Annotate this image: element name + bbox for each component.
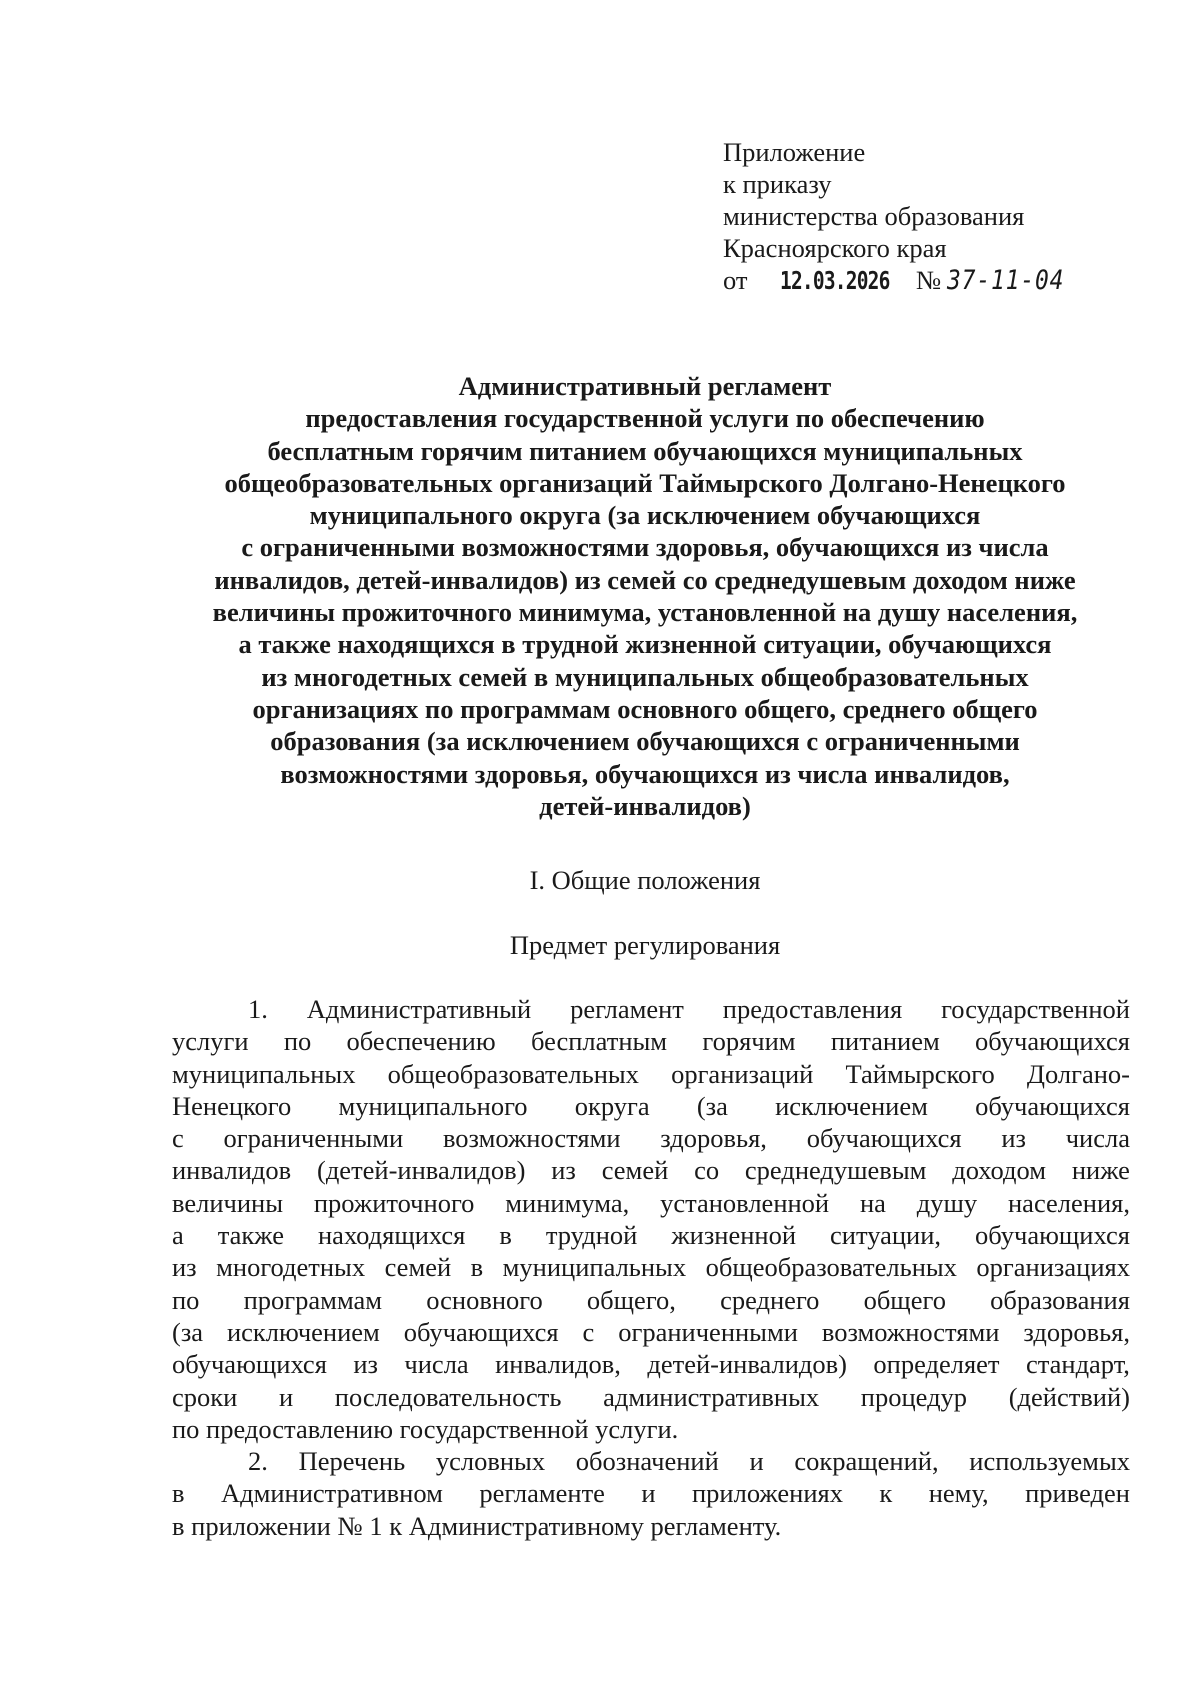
- word: услуги: [172, 1026, 249, 1057]
- word: величины: [172, 1187, 284, 1218]
- paragraph-line: [172, 1025, 1130, 1057]
- paragraph-2: [172, 1445, 1130, 1542]
- paragraph-line: [172, 1284, 1130, 1316]
- paragraph-line: [172, 1445, 1130, 1477]
- title-line: детей-инвалидов): [539, 790, 751, 821]
- word: инвалидов: [172, 1155, 292, 1186]
- word: трудной: [545, 1220, 638, 1251]
- word: душу: [916, 1187, 978, 1218]
- title-line: с ограниченными возможностями здоровья, обучающихся из числа: [241, 532, 1049, 563]
- word: программам: [243, 1284, 383, 1315]
- word: обучающихся: [172, 1349, 327, 1380]
- word: образования: [990, 1284, 1130, 1315]
- word: находящихся: [318, 1220, 466, 1251]
- word: населения,: [1008, 1187, 1130, 1218]
- paragraph-line: [172, 993, 1130, 1025]
- word: используемых: [969, 1446, 1130, 1476]
- section-heading: I. Общие положения: [529, 865, 761, 895]
- word: организациях: [976, 1252, 1130, 1283]
- paragraph-line: по предоставлению государственной услуги.: [172, 1413, 679, 1444]
- title-line: а также находящихся в трудной жизненной ситуации, обучающихся: [238, 629, 1052, 660]
- word: приведен: [1025, 1478, 1130, 1509]
- paragraph-line: [172, 1251, 1130, 1283]
- word: общеобразовательных: [705, 1252, 957, 1283]
- word: муниципальных: [172, 1058, 356, 1089]
- word: определяет: [873, 1349, 1000, 1380]
- word: и: [641, 1478, 656, 1509]
- word: (действий): [1008, 1381, 1130, 1412]
- order-reference: [723, 264, 1153, 297]
- word: Административный: [306, 994, 532, 1024]
- title-line: организациях по программам основного общего, среднего общего: [252, 693, 1038, 724]
- word: общеобразовательных: [387, 1058, 639, 1089]
- paragraph-line: [172, 1348, 1130, 1380]
- word: обучающихся: [403, 1316, 559, 1347]
- word: (детей-инвалидов): [317, 1155, 526, 1186]
- paragraph-line: [172, 1477, 1130, 1509]
- word: инвалидов,: [495, 1349, 621, 1380]
- word: стандарт,: [1025, 1349, 1130, 1380]
- word: основного: [426, 1284, 543, 1315]
- word: и: [749, 1446, 764, 1476]
- word: числа: [1065, 1123, 1130, 1154]
- word: регламент: [570, 994, 684, 1024]
- word: и: [278, 1381, 294, 1412]
- title-line: общеобразовательных организаций Таймырского Долгано-Ненецкого: [224, 467, 1066, 498]
- subsection-heading: Предмет регулирования: [509, 930, 781, 960]
- word: Ненецкого: [172, 1090, 292, 1121]
- paragraph-line: в приложении № 1 к Административному регламенту.: [172, 1510, 782, 1541]
- appendix-line: Красноярского края: [723, 233, 947, 263]
- word: с: [582, 1316, 595, 1347]
- word: к: [879, 1478, 893, 1509]
- word: в: [172, 1478, 185, 1509]
- word: числа: [404, 1349, 469, 1380]
- word: обучающихся: [975, 1090, 1130, 1121]
- word: горячим: [702, 1026, 796, 1057]
- title-line: величины прожиточного минимума, установленной на душу населения,: [212, 597, 1078, 628]
- paragraph-line: [172, 1154, 1130, 1186]
- word: предоставления: [722, 994, 903, 1024]
- word: семей: [384, 1252, 452, 1283]
- word: Перечень: [298, 1446, 406, 1476]
- word: регламенте: [479, 1478, 605, 1509]
- word: на: [859, 1187, 886, 1218]
- title-line: предоставления государственной услуги по обеспечению: [305, 403, 985, 434]
- word: со: [694, 1155, 720, 1186]
- word: приложениях: [692, 1478, 843, 1509]
- word: Долгано-: [1026, 1058, 1130, 1089]
- word: возможностями: [821, 1316, 1000, 1347]
- title-line: бесплатным горячим питанием обучающихся муниципальных: [267, 435, 1023, 466]
- appendix-header: [723, 136, 1153, 297]
- order-number-handwritten: 37-11-04: [947, 265, 1065, 296]
- word: 1.: [248, 994, 268, 1024]
- word: нему,: [928, 1478, 989, 1509]
- word: последовательность: [334, 1381, 562, 1412]
- word: с: [172, 1123, 184, 1154]
- word: установленной: [660, 1187, 830, 1218]
- word: Таймырского: [845, 1058, 995, 1089]
- word: в: [470, 1252, 484, 1283]
- appendix-line: Приложение: [723, 137, 866, 167]
- word: 2.: [248, 1446, 268, 1476]
- word: муниципального: [338, 1090, 528, 1121]
- appendix-line: к приказу: [723, 169, 832, 199]
- word: жизненной: [671, 1220, 797, 1251]
- word: Административном: [220, 1478, 443, 1509]
- order-date-stamp: 12.03.2026: [780, 266, 890, 295]
- word: организаций: [671, 1058, 814, 1089]
- order-number-sign: №: [916, 265, 942, 295]
- word: в: [499, 1220, 512, 1251]
- word: возможностями: [442, 1123, 621, 1154]
- word: по: [283, 1026, 312, 1057]
- word: ситуации,: [830, 1220, 942, 1251]
- word: сокращений,: [794, 1446, 939, 1476]
- word: общего,: [586, 1284, 676, 1315]
- word: здоровья,: [1023, 1316, 1130, 1347]
- paragraph-line: [172, 1122, 1130, 1154]
- word: по: [172, 1284, 200, 1315]
- word: а: [172, 1220, 184, 1251]
- word: процедур: [860, 1381, 968, 1412]
- word: среднего: [720, 1284, 820, 1315]
- word: общего: [863, 1284, 946, 1315]
- paragraph-line: [172, 1090, 1130, 1122]
- paragraph-line: [172, 1316, 1130, 1348]
- title-line: Административный регламент: [458, 371, 832, 401]
- word: исключением: [226, 1316, 380, 1347]
- word: из: [1001, 1123, 1026, 1154]
- title-line: из многодетных семей в муниципальных общеобразовательных: [261, 661, 1029, 692]
- word: (за: [696, 1090, 728, 1121]
- word: обучающихся: [975, 1220, 1130, 1251]
- word: округа: [574, 1090, 650, 1121]
- word: прожиточного: [313, 1187, 475, 1218]
- word: государственной: [941, 994, 1130, 1024]
- paragraph-line: [172, 1187, 1130, 1219]
- appendix-line: министерства образования: [723, 201, 1025, 231]
- word: семей: [601, 1155, 669, 1186]
- word: исключением: [775, 1090, 928, 1121]
- paragraph-line: [172, 1219, 1130, 1251]
- word: доходом: [952, 1155, 1047, 1186]
- word: ограниченными: [223, 1123, 404, 1154]
- word: бесплатным: [530, 1026, 668, 1057]
- word: муниципальных: [502, 1252, 687, 1283]
- word: среднедушевым: [744, 1155, 927, 1186]
- paragraph-line: [172, 1058, 1130, 1090]
- word: обозначений: [575, 1446, 719, 1476]
- word: из: [551, 1155, 576, 1186]
- title-line: образования (за исключением обучающихся с ограниченными: [270, 726, 1020, 757]
- title-line: инвалидов, детей-инвалидов) из семей со среднедушевым доходом ниже: [214, 564, 1076, 595]
- order-prefix: от: [723, 265, 748, 295]
- word: детей-инвалидов): [647, 1349, 847, 1380]
- word: из: [353, 1349, 378, 1380]
- paragraph-line: [172, 1381, 1130, 1413]
- title-line: муниципального округа (за исключением обучающихся: [309, 500, 981, 531]
- word: из: [172, 1252, 197, 1283]
- word: административных: [603, 1381, 820, 1412]
- word: минимума,: [505, 1187, 630, 1218]
- word: сроки: [172, 1381, 238, 1412]
- word: также: [217, 1220, 285, 1251]
- word: обучающихся: [806, 1123, 962, 1154]
- word: питанием: [830, 1026, 940, 1057]
- word: обучающихся: [975, 1026, 1130, 1057]
- paragraph-1: [172, 993, 1130, 1445]
- word: условных: [435, 1446, 546, 1476]
- title-line: возможностями здоровья, обучающихся из числа инвалидов,: [280, 758, 1010, 789]
- word: ниже: [1071, 1155, 1130, 1186]
- word: многодетных: [216, 1252, 366, 1283]
- word: ограниченными: [618, 1316, 798, 1347]
- document-title: [160, 370, 1130, 822]
- word: обеспечению: [346, 1026, 496, 1057]
- word: (за: [172, 1316, 204, 1347]
- word: здоровья,: [660, 1123, 767, 1154]
